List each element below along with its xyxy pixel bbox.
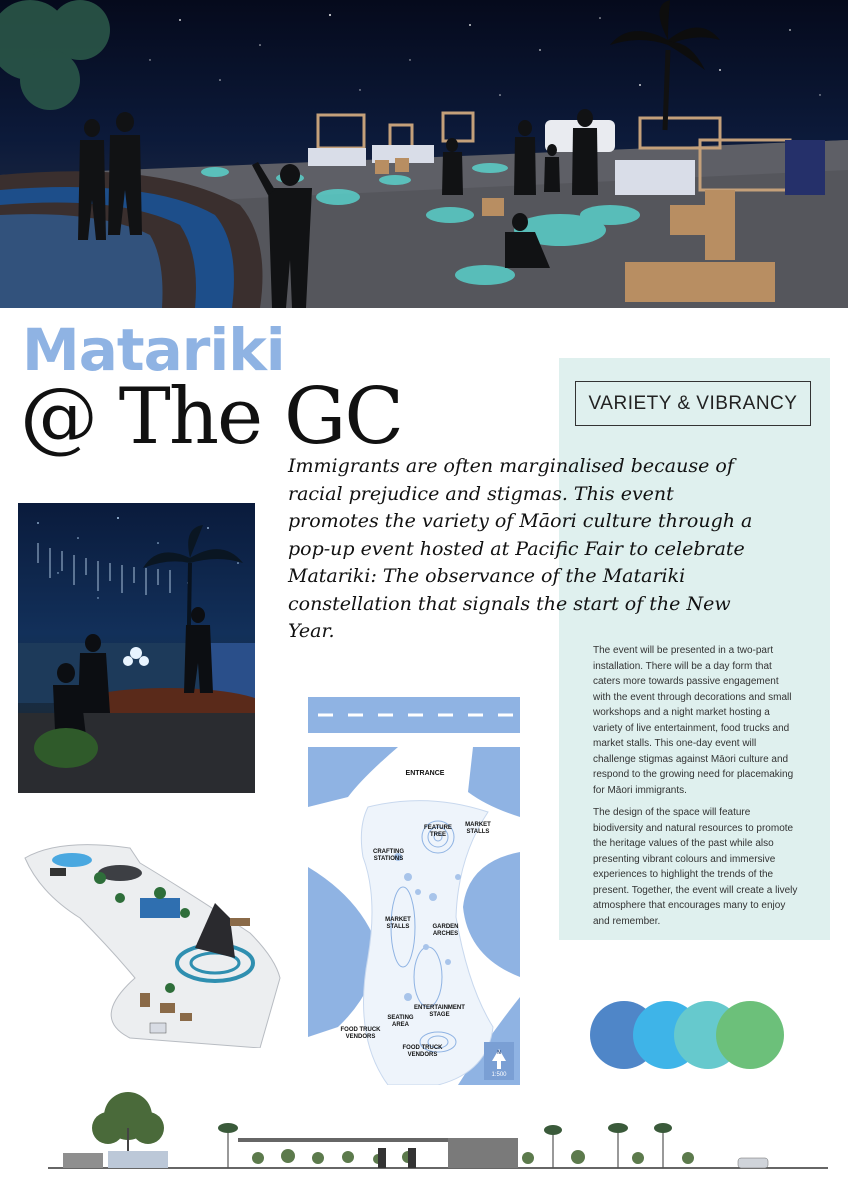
plan-scale-label: 1:500 <box>491 1072 507 1078</box>
title-at-the-gc: @ The GC <box>20 372 402 462</box>
theme-badge: VARIETY & VIBRANCY <box>575 381 811 426</box>
plan-label-seating-area: SEATING AREA <box>387 1015 414 1028</box>
plan-label-entrance: ENTRANCE <box>405 770 445 777</box>
site-section-elevation <box>48 1088 828 1173</box>
plan-label-crafting-stations: CRAFTING STATIONS <box>373 849 404 862</box>
intro-paragraph: Immigrants are often marginalised because of racial prejudice and stigmas. This event promotes the variety of Māori culture through a pop-up event hosted at Pacific Fair to celebrate Matariki: The observance of the Matariki constellation that signals the start of the New Year. <box>288 455 753 642</box>
title-matariki: Matariki <box>22 316 285 384</box>
isometric-site-model <box>20 838 295 1048</box>
plan-label-entertainment-stage: ENTERTAINMENT STAGE <box>414 1005 465 1018</box>
body-paragraph-2: The design of the space will feature biodiversity and natural resources to promote the heritage values of the past while also presenting vibrant colours and immersive experiences to highlight the trends of the present. Together, the event will create a lively atmosphere that encourages many to enjoy and remember. <box>593 807 798 927</box>
plan-label-garden-arches: GARDEN ARCHES <box>432 924 459 937</box>
stage-night-render <box>18 503 255 793</box>
palette-swatch-green <box>716 1001 784 1069</box>
plan-label-food-truck-vendors-left: FOOD TRUCK VENDORS <box>340 1027 381 1040</box>
plan-label-feature-tree: FEATURE TREE <box>424 825 452 838</box>
body-paragraph-1: The event will be presented in a two-part installation. There will be a day form that caters more towards passive engagement with the event through decorations and small workshops and a night market hosting a variety of live entertainment, food trucks and market stalls. This one-day event will challenge stigmas against Māori culture and respond to the growing need for placemaking for Māori immigrants. <box>593 645 794 796</box>
plan-north-arrow-label: N <box>497 1050 501 1056</box>
site-plan <box>308 697 520 1085</box>
plan-label-food-truck-vendors-bottom: FOOD TRUCK VENDORS <box>402 1045 443 1058</box>
hero-night-render <box>0 0 848 308</box>
plan-label-market-stalls-mid: MARKET STALLS <box>385 917 411 930</box>
plan-label-market-stalls-top: MARKET STALLS <box>465 822 491 835</box>
